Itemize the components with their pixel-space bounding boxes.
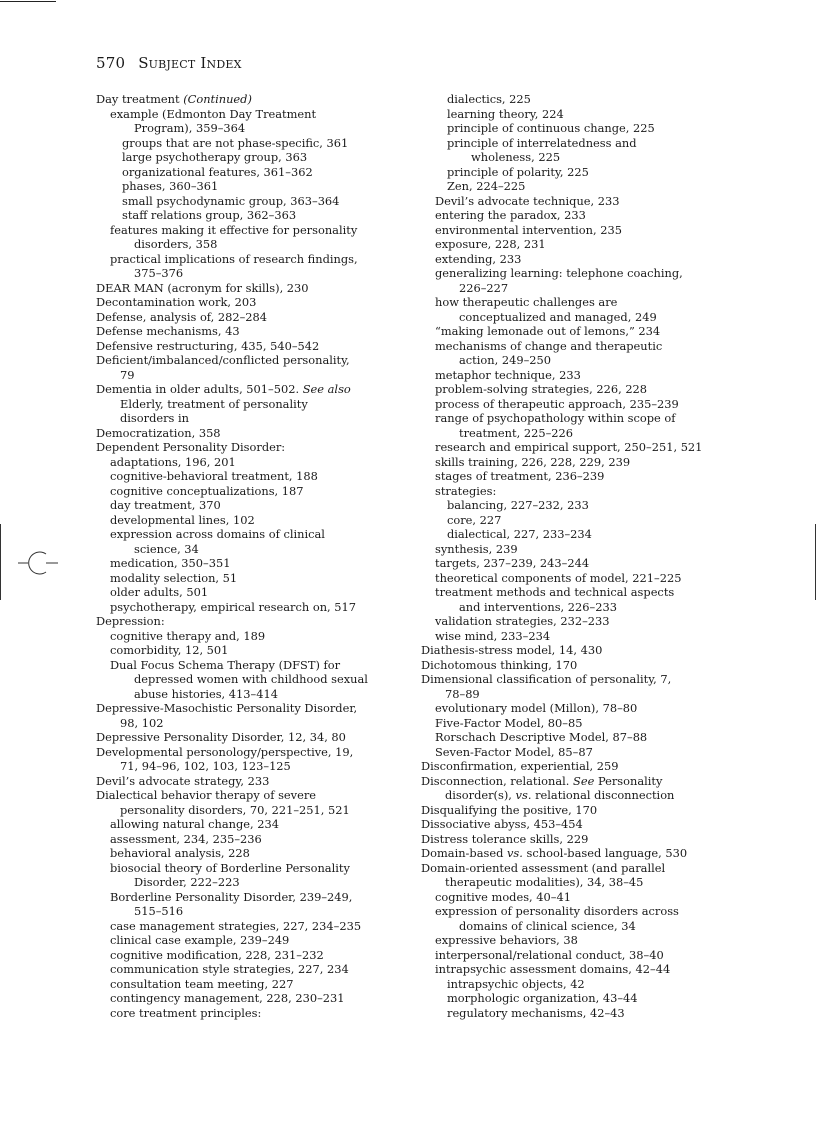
index-entry-continuation: therapeutic modalities), 34, 38–45	[445, 875, 644, 889]
index-entry-text: exposure, 228, 231	[435, 237, 546, 251]
index-entry	[96, 730, 396, 745]
index-entry-continuation: 78–89	[445, 686, 480, 701]
index-entry	[421, 803, 721, 818]
index-entry	[96, 600, 396, 615]
index-entry-text: Distress tolerance skills, 229	[421, 831, 589, 846]
index-entry-continuation: and interventions, 226–233	[459, 599, 617, 614]
index-entry	[96, 513, 396, 528]
index-entry	[96, 788, 396, 817]
index-entry	[96, 643, 396, 658]
index-entry-text: Deficient/imbalanced/conflicted personality,	[96, 353, 350, 367]
index-entry	[96, 469, 396, 484]
index-entry-text: principle of polarity, 225	[447, 164, 589, 179]
index-entry-text: Seven-Factor Model, 85–87	[435, 744, 593, 759]
index-entry-text: Depression:	[96, 614, 165, 628]
index-entry	[96, 382, 396, 426]
trim-line-left	[0, 524, 1, 600]
index-entry-text: Defensive restructuring, 435, 540–542	[96, 338, 320, 353]
index-entry-text: cognitive modification, 228, 231–232	[110, 947, 324, 962]
index-entry	[421, 107, 721, 122]
index-entry-text: Rorschach Descriptive Model, 87–88	[435, 730, 648, 744]
index-entry-continuation: Elderly, treatment of personality	[120, 396, 308, 411]
index-entry-text: mechanisms of change and therapeutic	[435, 338, 663, 353]
index-entry	[96, 107, 396, 136]
index-entry	[421, 890, 721, 905]
index-entry-continuation: domains of clinical science, 34	[459, 918, 636, 933]
index-entry-text: Democratization, 358	[96, 425, 221, 440]
index-entry	[96, 281, 396, 296]
index-entry	[421, 92, 721, 107]
index-entry-text: balancing, 227–232, 233	[447, 498, 589, 512]
index-entry-text: Devil’s advocate strategy, 233	[96, 773, 270, 788]
index-entry-text: expressive behaviors, 38	[435, 933, 578, 947]
index-entry-text: allowing natural change, 234	[110, 817, 279, 831]
index-entry	[421, 368, 721, 383]
index-entry-text: Borderline Personality Disorder, 239–249,	[110, 889, 353, 904]
index-entry-text: strategies:	[435, 483, 497, 498]
index-entry	[421, 948, 721, 963]
index-entry	[421, 397, 721, 412]
index-entry-text: consultation team meeting, 227	[110, 976, 294, 991]
index-entry	[96, 165, 396, 180]
index-entry-text: interpersonal/relational conduct, 38–40	[435, 947, 664, 962]
index-entry-continuation: 375–376	[134, 266, 184, 280]
index-entry-text: core treatment principles:	[110, 1005, 262, 1020]
index-entry	[96, 861, 396, 890]
index-entry-text: dialectics, 225	[447, 92, 531, 106]
index-entry	[96, 440, 396, 455]
registration-mark-icon	[10, 549, 62, 577]
index-entry	[421, 165, 721, 180]
index-entry	[421, 382, 721, 397]
index-entry-text: phases, 360–361	[122, 179, 219, 193]
index-entry	[96, 223, 396, 252]
index-entry-continuation: 515–516	[134, 904, 184, 918]
index-entry-continuation: 79	[120, 367, 135, 382]
index-entry	[421, 498, 721, 513]
index-entry	[421, 513, 721, 528]
index-entry	[421, 614, 721, 629]
index-entry-text: Day treatment (Continued)	[96, 92, 252, 106]
index-entry-text: older adults, 501	[110, 585, 209, 599]
index-entry	[421, 759, 721, 774]
index-entry-text: Domain-based vs. school-based language, 530	[421, 846, 688, 860]
index-entry	[96, 919, 396, 934]
index-entry-text: environmental intervention, 235	[435, 222, 622, 237]
index-entry-text: theoretical components of model, 221–225	[435, 570, 682, 585]
index-entry-text: DEAR MAN (acronym for skills), 230	[96, 280, 309, 295]
index-entry	[96, 527, 396, 556]
index-entry-continuation: treatment, 225–226	[459, 425, 574, 440]
index-entry-text: Decontamination work, 203	[96, 295, 257, 309]
index-entry	[421, 658, 721, 673]
index-entry-text: Dissociative abyss, 453–454	[421, 817, 583, 831]
index-entry-continuation: science, 34	[134, 541, 199, 556]
index-entry-text: process of therapeutic approach, 235–239	[435, 396, 679, 411]
index-entry-continuation: 226–227	[459, 280, 509, 295]
index-entry-continuation: disorders, 358	[134, 237, 218, 251]
index-entry	[96, 948, 396, 963]
index-entry	[96, 295, 396, 310]
index-entry	[421, 1006, 721, 1021]
index-entry	[421, 542, 721, 557]
index-entry-text: Dialectical behavior therapy of severe	[96, 788, 317, 802]
index-entry	[421, 933, 721, 948]
index-entry	[421, 194, 721, 209]
index-entry-text: example (Edmonton Day Treatment	[110, 106, 317, 121]
index-entry-text: entering the paradox, 233	[435, 208, 586, 222]
index-entry	[96, 150, 396, 165]
index-entry	[421, 701, 721, 716]
index-entry-text: Devil’s advocate technique, 233	[435, 193, 620, 208]
index-entry-text: research and empirical support, 250–251, 521	[435, 440, 703, 454]
index-entry	[96, 1006, 396, 1021]
index-entry-text: principle of interrelatedness and	[447, 135, 637, 150]
index-entry-text: comorbidity, 12, 501	[110, 643, 229, 657]
index-entry-text: medication, 350–351	[110, 556, 231, 570]
index-entry-continuation: disorder(s), vs. relational disconnection	[445, 788, 675, 802]
index-entry	[96, 353, 396, 382]
index-entry-continuation: wholeness, 225	[471, 150, 561, 164]
index-entry	[421, 237, 721, 252]
index-entry	[96, 832, 396, 847]
index-entry	[96, 426, 396, 441]
index-entry-text: morphologic organization, 43–44	[447, 991, 638, 1005]
index-entry	[96, 991, 396, 1006]
index-entry-text: Zen, 224–225	[447, 179, 526, 193]
index-entry-text: core, 227	[447, 512, 502, 527]
index-entry-text: organizational features, 361–362	[122, 164, 313, 179]
index-entry-text: validation strategies, 232–233	[435, 614, 610, 628]
index-entry-continuation: Disorder, 222–223	[134, 875, 240, 889]
index-entry	[421, 556, 721, 571]
index-entry-text: cognitive therapy and, 189	[110, 628, 266, 643]
index-entry-text: evolutionary model (Millon), 78–80	[435, 701, 638, 715]
index-entry	[96, 614, 396, 629]
index-entry	[421, 527, 721, 542]
index-entry	[96, 817, 396, 832]
index-entry	[421, 324, 721, 339]
index-entry	[96, 194, 396, 209]
index-entry-text: Domain-oriented assessment (and parallel	[421, 860, 666, 875]
index-entry-text: day treatment, 370	[110, 498, 221, 512]
index-entry	[421, 629, 721, 644]
index-entry	[421, 469, 721, 484]
index-entry-text: expression of personality disorders across	[435, 904, 679, 918]
index-entry	[96, 92, 396, 107]
index-entry	[421, 411, 721, 440]
running-head-title: Subject Index	[138, 54, 242, 72]
index-entry	[96, 556, 396, 571]
index-entry-text: Disqualifying the positive, 170	[421, 802, 598, 817]
index-entry	[421, 179, 721, 194]
index-entry	[96, 455, 396, 470]
index-entry-text: behavioral analysis, 228	[110, 846, 250, 860]
running-head	[96, 54, 242, 72]
index-entry-text: developmental lines, 102	[110, 512, 255, 527]
index-entry-text: Dementia in older adults, 501–502. See also	[96, 382, 351, 396]
index-entry-text: small psychodynamic group, 363–364	[122, 193, 340, 208]
index-entry-text: intrapsychic objects, 42	[447, 976, 585, 991]
index-entry-text: skills training, 226, 228, 229, 239	[435, 454, 631, 469]
index-entry	[421, 977, 721, 992]
index-entry	[421, 730, 721, 745]
index-entry	[421, 136, 721, 165]
index-entry-text: intrapsychic assessment domains, 42–44	[435, 962, 671, 976]
index-entry-text: psychotherapy, empirical research on, 517	[110, 599, 357, 614]
index-entry	[421, 672, 721, 701]
index-entry	[96, 208, 396, 223]
index-entry-text: principle of continuous change, 225	[447, 121, 655, 135]
index-entry	[421, 817, 721, 832]
index-entry	[96, 498, 396, 513]
index-entry-text: practical implications of research findings,	[110, 251, 358, 266]
index-entry-text: range of psychopathology within scope of	[435, 411, 676, 425]
index-entry-text: regulatory mechanisms, 42–43	[447, 1005, 625, 1020]
index-entry-text: groups that are not phase-specific, 361	[122, 135, 349, 150]
index-entry-text: cognitive conceptualizations, 187	[110, 483, 304, 498]
index-entry-text: features making it effective for personality	[110, 222, 358, 237]
index-entry	[96, 310, 396, 325]
index-entry	[96, 977, 396, 992]
index-entry	[96, 774, 396, 789]
index-entry-text: contingency management, 228, 230–231	[110, 991, 345, 1005]
index-entry	[96, 324, 396, 339]
index-entry-text: treatment methods and technical aspects	[435, 585, 675, 599]
index-entry	[421, 266, 721, 295]
index-entry-text: wise mind, 233–234	[435, 628, 551, 643]
index-entry	[421, 252, 721, 267]
index-entry-text: adaptations, 196, 201	[110, 454, 236, 469]
index-entry-text: how therapeutic challenges are	[435, 295, 618, 309]
index-column-left	[96, 92, 396, 1020]
index-entry	[421, 295, 721, 324]
index-entry-text: Five-Factor Model, 80–85	[435, 715, 583, 730]
index-entry	[421, 991, 721, 1006]
index-entry-text: Depressive-Masochistic Personality Disorder,	[96, 701, 358, 715]
index-entry-continuation: depressed women with childhood sexual	[134, 672, 368, 686]
index-entry	[421, 962, 721, 977]
index-entry-text: problem-solving strategies, 226, 228	[435, 382, 648, 396]
index-entry-text: targets, 237–239, 243–244	[435, 556, 590, 570]
index-entry-text: dialectical, 227, 233–234	[447, 527, 592, 541]
index-entry-text: staff relations group, 362–363	[122, 208, 297, 222]
index-entry-text: biosocial theory of Borderline Personality	[110, 860, 350, 875]
index-entry	[96, 890, 396, 919]
index-entry-text: assessment, 234, 235–236	[110, 831, 262, 846]
index-entry	[421, 484, 721, 499]
index-entry-text: Dimensional classification of personality, 7,	[421, 672, 672, 686]
index-entry	[421, 223, 721, 238]
index-entry	[421, 716, 721, 731]
index-entry-text: Depressive Personality Disorder, 12, 34, 80	[96, 730, 346, 744]
index-entry-text: metaphor technique, 233	[435, 367, 581, 382]
index-entry-text: stages of treatment, 236–239	[435, 469, 605, 483]
index-entry-text: extending, 233	[435, 251, 522, 266]
index-entry	[96, 962, 396, 977]
index-entry	[96, 745, 396, 774]
index-entry-text: clinical case example, 239–249	[110, 933, 290, 947]
index-entry-text: synthesis, 239	[435, 541, 518, 556]
index-entry	[421, 643, 721, 658]
index-entry	[96, 585, 396, 600]
index-entry	[96, 179, 396, 194]
index-entry-text: case management strategies, 227, 234–235	[110, 918, 362, 933]
index-entry	[96, 339, 396, 354]
index-entry-continuation: action, 249–250	[459, 353, 552, 367]
index-entry	[421, 339, 721, 368]
index-entry	[96, 136, 396, 151]
index-entry-text: Diathesis-stress model, 14, 430	[421, 643, 603, 657]
index-entry	[421, 745, 721, 760]
index-entry	[96, 933, 396, 948]
index-entry-text: Defense mechanisms, 43	[96, 324, 240, 338]
index-entry	[96, 846, 396, 861]
index-entry	[421, 208, 721, 223]
index-entry	[421, 440, 721, 455]
index-entry	[421, 585, 721, 614]
index-entry	[96, 484, 396, 499]
index-entry-continuation: abuse histories, 413–414	[134, 686, 278, 701]
index-entry-text: communication style strategies, 227, 234	[110, 962, 349, 976]
index-entry-text: cognitive modes, 40–41	[435, 889, 571, 904]
index-entry-text: large psychotherapy group, 363	[122, 150, 308, 164]
index-entry-text: expression across domains of clinical	[110, 527, 325, 541]
index-entry-text: Dichotomous thinking, 170	[421, 657, 578, 672]
crop-mark	[0, 0, 60, 3]
index-entry	[421, 904, 721, 933]
index-entry	[96, 658, 396, 702]
index-entry-continuation: conceptualized and managed, 249	[459, 309, 657, 324]
page-number: 570	[96, 54, 126, 72]
index-entry	[421, 861, 721, 890]
index-entry	[96, 629, 396, 644]
index-entry-continuation: 71, 94–96, 102, 103, 123–125	[120, 759, 291, 773]
index-column-right	[421, 92, 721, 1020]
index-entry-continuation: 98, 102	[120, 715, 164, 730]
index-entry-text: generalizing learning: telephone coaching,	[435, 266, 683, 280]
index-entry-text: Dependent Personality Disorder:	[96, 440, 286, 454]
index-entry-continuation: personality disorders, 70, 221–251, 521	[120, 802, 350, 817]
index-entry	[96, 701, 396, 730]
index-entry	[96, 252, 396, 281]
index-entry	[421, 455, 721, 470]
index-entry-continuation: disorders in	[120, 411, 190, 425]
index-entry-text: Dual Focus Schema Therapy (DFST) for	[110, 657, 341, 672]
index-entry	[421, 846, 721, 861]
index-entry-text: cognitive-behavioral treatment, 188	[110, 469, 318, 483]
index-entry	[421, 774, 721, 803]
index-entry-continuation: Program), 359–364	[134, 121, 246, 135]
index-entry-text: Developmental personology/perspective, 19,	[96, 744, 354, 759]
index-entry-text: modality selection, 51	[110, 570, 238, 585]
index-entry	[421, 832, 721, 847]
index-entry-text: “making lemonade out of lemons,” 234	[435, 324, 661, 338]
index-entry-text: Defense, analysis of, 282–284	[96, 309, 268, 324]
index-entry-text: learning theory, 224	[447, 106, 564, 121]
index-entry	[96, 571, 396, 586]
index-entry	[421, 571, 721, 586]
index-entry	[421, 121, 721, 136]
index-entry-text: Disconfirmation, experiential, 259	[421, 759, 619, 773]
index-entry-text: Disconnection, relational. See Personality	[421, 773, 663, 788]
